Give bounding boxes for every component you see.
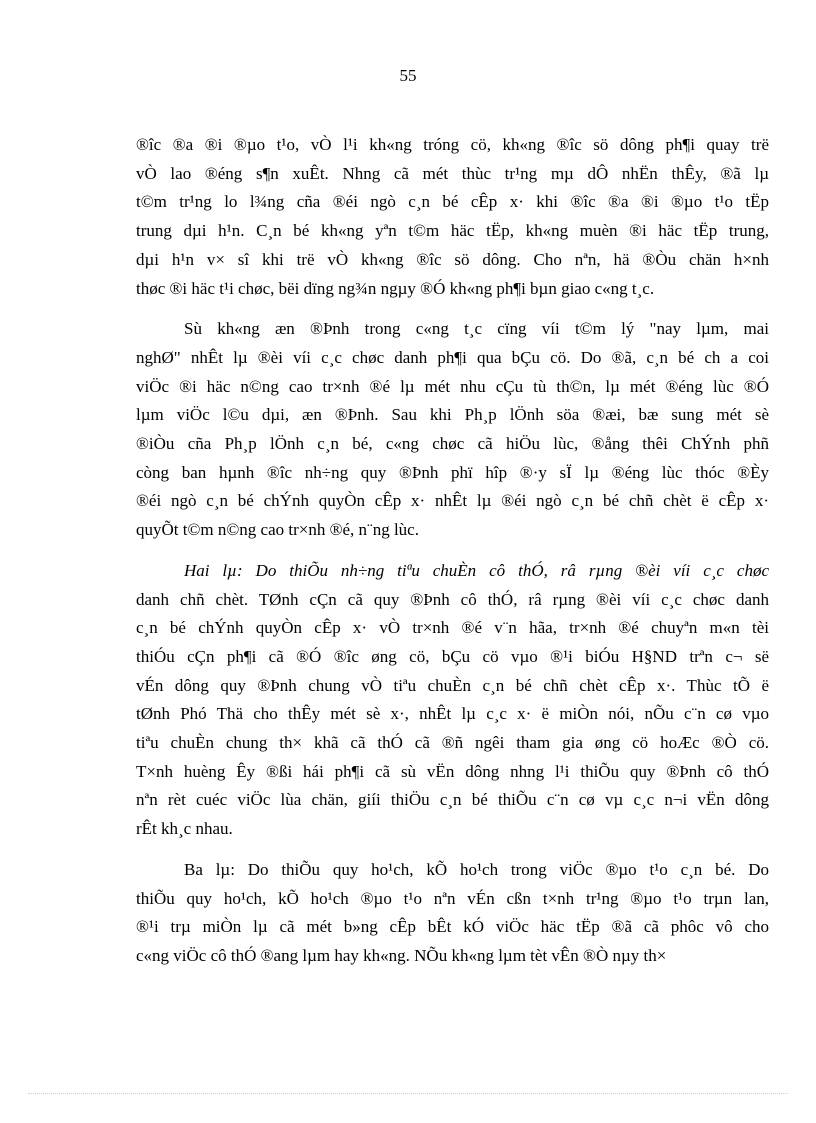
text-line: ®¹i trµ miÒn lµ cã mét b»ng cÊp bÊt kÓ viÖc häc tËp ®ã cã phôc vô cho [136, 917, 769, 937]
body-text [136, 131, 769, 983]
paragraph-3 [136, 557, 769, 844]
page-number: 55 [399, 66, 417, 85]
text-line: c¸n bé chÝnh quyÒn cÊp x· vÒ tr×nh ®é v¨n hãa, tr×nh ®é chuyªn m«n tèi [136, 618, 769, 638]
text-line: quyÕt t©m n©ng cao tr×nh ®é, n¨ng lùc. [136, 520, 419, 540]
text-line: thiÕu quy ho¹ch, kÕ ho¹ch ®µo t¹o nªn vÉn cßn t×nh tr¹ng ®µo t¹o trµn lan, [136, 888, 769, 908]
text-line: ®iÒu cña Ph¸p lÖnh c¸n bé, c«ng chøc cã hiÖu lùc, ®ång thêi ChÝnh phñ [136, 434, 769, 454]
text-line: viÖc ®i häc n©ng cao tr×nh ®é lµ mét nhu cÇu tù th©n, lµ mét ®éng lùc ®Ó [136, 376, 769, 396]
text-line: t©m tr¹ng lo l¾ng cña ®éi ngò c¸n bé cÊp x· khi ®îc ®a ®i ®µo t¹o tËp [136, 192, 769, 212]
text-line: c«ng viÖc cô thÓ ®ang lµm hay kh«ng. NÕu kh«ng lµm tèt vÊn ®Ò nµy th× [136, 945, 667, 965]
text-line: Sù kh«ng æn ®Þnh trong c«ng t¸c cïng víi t©m lý "nay lµm, mai [184, 319, 769, 339]
text-line: rÊt kh¸c nhau. [136, 819, 233, 839]
text-line: nªn rèt cuéc viÖc lùa chän, giíi thiÖu c¸n bé thiÕu c¨n cø vµ c¸c n¬i vËn dông [136, 790, 769, 810]
page-bottom-rule [28, 1093, 788, 1094]
paragraph-4 [136, 856, 769, 971]
text-line: danh chñ chèt. TØnh cÇn cã quy ®Þnh cô thÓ, râ rµng ®èi víi c¸c chøc danh [136, 589, 769, 609]
text-line: còng ban hµnh ®îc nh÷ng quy ®Þnh phï hîp ®·y sÏ lµ ®éng lùc thóc ®Èy [136, 462, 769, 482]
text-line: trung dµi h¹n. C¸n bé kh«ng yªn t©m häc tËp, kh«ng muèn ®i häc tËp trung, [136, 221, 769, 241]
text-line: ®îc ®a ®i ®µo t¹o, vÒ l¹i kh«ng tróng cö, kh«ng ®îc sö dông ph¶i quay trë [136, 135, 769, 154]
paragraph-1 [136, 131, 769, 303]
text-line: tiªu chuÈn chung th× khã cã thÓ cã ®ñ ngêi tham gia øng cö hoÆc ®Ò cö. [136, 733, 769, 753]
text-line: vÒ lao ®éng s¶n xuÊt. Nhng cã mét thùc tr¹ng mµ dÔ nhËn thÊy, ®ã lµ [136, 163, 769, 183]
text-line: thøc ®i häc t¹i chøc, bëi dïng ng¾n ngµy ®Ó kh«ng ph¶i bµn giao c«ng t¸c. [136, 278, 655, 298]
paragraph-2 [136, 315, 769, 545]
text-line: vÉn dông quy ®Þnh chung vÒ tiªu chuÈn c¸n bé chñ chèt cÊp x·. Thùc tÕ ë [136, 675, 769, 695]
text-line: ®éi ngò c¸n bé chÝnh quyÒn cÊp x· nhÊt lµ ®éi ngò c¸n bé chñ chèt ë cÊp x· [136, 491, 769, 511]
text-line: dµi h¹n v× sî khi trë vÒ kh«ng ®îc sö dông. Cho nªn, hä ®Òu chän h×nh [136, 249, 769, 269]
text-line: tØnh Phó Thä cho thÊy mét sè x·, nhÊt lµ c¸c x· ë miÒn nói, nÕu c¨n cø vµo [136, 704, 769, 724]
text-line: Hai lµ: Do thiÕu nh÷ng tiªu chuÈn cô thÓ, râ rµng ®èi víi c¸c chøc [184, 560, 769, 580]
text-line: lµm viÖc l©u dµi, æn ®Þnh. Sau khi Ph¸p lÖnh söa ®æi, bæ sung mét sè [136, 405, 769, 425]
text-line: T×nh huèng Êy ®ßi hái ph¶i cã sù vËn dông nhng l¹i thiÕu quy ®Þnh cô thÓ [136, 761, 769, 781]
text-line: thiÓu cÇn ph¶i cã ®Ó ®îc øng cö, bÇu cö vµo ®¹i biÓu H§ND trªn c¬ së [136, 646, 769, 666]
text-line: nghØ" nhÊt lµ ®èi víi c¸c chøc danh ph¶i qua bÇu cö. Do ®ã, c¸n bé ch a coi [136, 347, 769, 367]
text-line: Ba lµ: Do thiÕu quy ho¹ch, kÕ ho¹ch trong viÖc ®µo t¹o c¸n bé. Do [184, 859, 769, 879]
